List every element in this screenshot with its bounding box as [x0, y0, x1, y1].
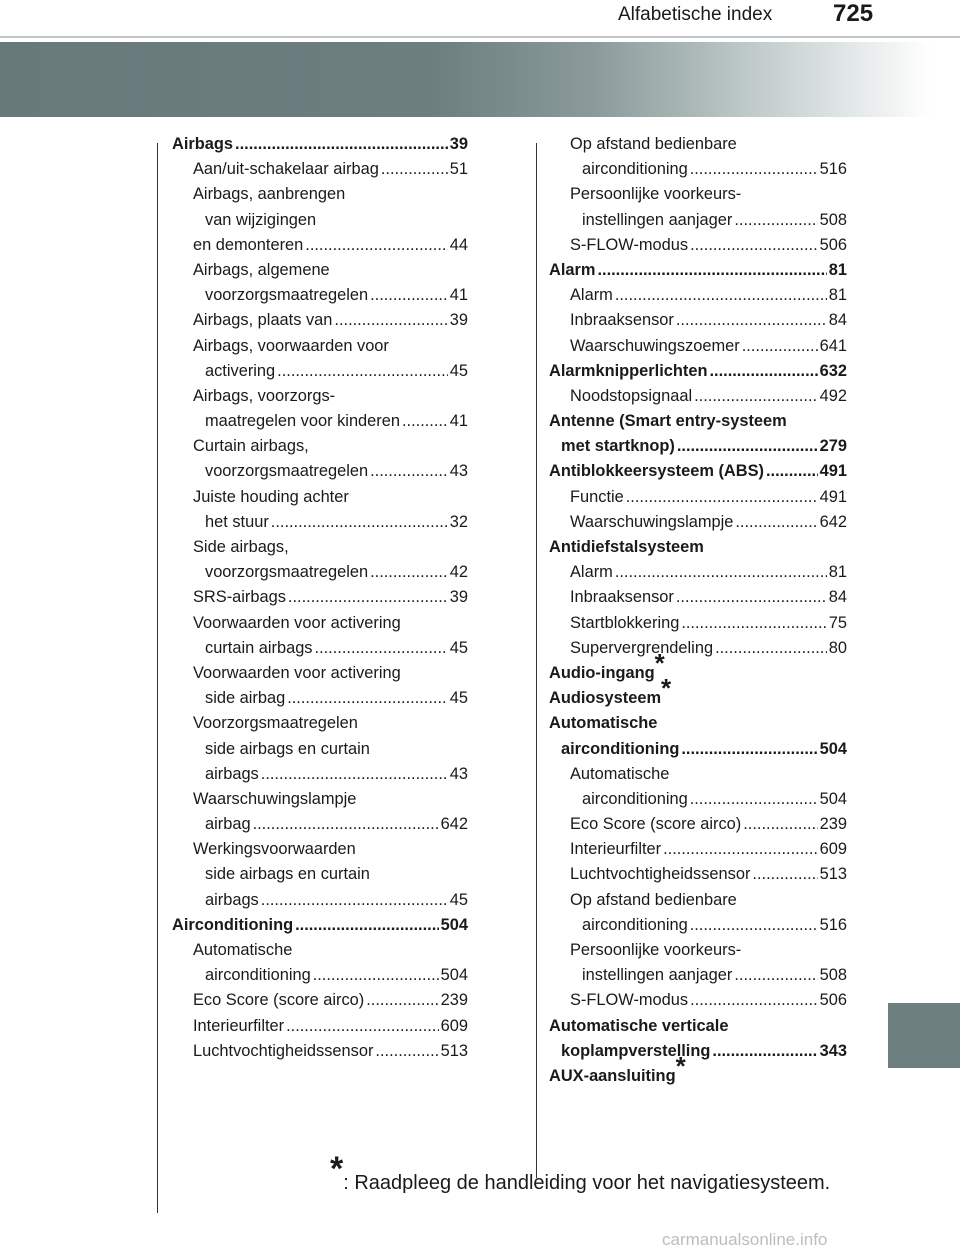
dot-leader: [261, 888, 448, 913]
index-entry-text: S-FLOW-modus: [570, 235, 689, 254]
index-entry-text: Startblokkering: [570, 613, 680, 632]
index-entry-text: Inbraaksensor: [570, 311, 674, 330]
dot-leader: [288, 585, 448, 610]
dot-leader: [271, 510, 448, 535]
dot-leader: [626, 485, 818, 510]
index-entry: [172, 258, 468, 283]
index-entry-text: Noodstopsignaal: [570, 386, 693, 405]
index-entry-text: maatregelen voor kinderen: [205, 412, 400, 431]
index-entry: [549, 485, 847, 510]
index-column-left: [172, 132, 468, 1064]
dot-leader: [381, 157, 448, 182]
index-entry: [172, 888, 468, 913]
header-banner: [0, 42, 960, 117]
index-entry-text: voorzorgsmaatregelen: [205, 563, 369, 582]
dot-leader: [676, 308, 827, 333]
index-entry-text: Aan/uit-schakelaar airbag: [193, 160, 379, 179]
index-entry-text: Automatische: [549, 714, 658, 733]
dot-leader: [370, 459, 448, 484]
dot-leader: [370, 283, 448, 308]
index-entry-page: 41: [449, 286, 468, 305]
dot-leader: [334, 308, 447, 333]
dot-leader: [681, 737, 817, 762]
index-entry-page: 508: [819, 966, 847, 985]
index-entry-text: Antenne (Smart entry-systeem: [549, 412, 787, 431]
index-entry-page: 81: [828, 563, 847, 582]
index-entry-page: 504: [440, 966, 468, 985]
index-entry-page: 506: [819, 991, 847, 1010]
dot-leader: [313, 963, 439, 988]
footnote-text: : Raadpleeg de handleiding voor het navigatiesysteem.: [343, 1172, 831, 1194]
index-entry: [172, 585, 468, 610]
index-entry: [549, 434, 847, 459]
index-entry-text: Werkingsvoorwaarden: [193, 840, 356, 859]
index-entry-text: side airbags en curtain: [205, 865, 370, 884]
index-entry: Audiosysteem *: [549, 686, 847, 711]
index-entry-page: 81: [828, 260, 847, 279]
column-divider: [536, 143, 537, 1178]
section-thumb-tab: [888, 1003, 960, 1068]
index-entry-text: Inbraaksensor: [570, 588, 674, 607]
page-number: 725: [833, 0, 874, 27]
index-entry: [172, 1039, 468, 1064]
index-entry-text: Eco Score (score airco): [570, 815, 742, 834]
dot-leader: [370, 560, 448, 585]
index-entry-text: en demonteren: [193, 235, 304, 254]
dot-leader: [663, 837, 818, 862]
index-entry: AUX-aansluiting *: [549, 1064, 847, 1089]
index-entry-text: voorzorgsmaatregelen: [205, 286, 369, 305]
index-entry-page: 609: [440, 1016, 468, 1035]
index-entry: [549, 787, 847, 812]
index-entry-text: Voorwaarden voor activering: [193, 663, 401, 682]
index-entry: [172, 762, 468, 787]
index-entry-page: 42: [449, 563, 468, 582]
index-entry-text: Voorwaarden voor activering: [193, 613, 401, 632]
index-entry: [549, 535, 847, 560]
index-entry-text: Airconditioning: [172, 915, 294, 934]
index-entry: [172, 182, 468, 207]
index-entry-text: AUX-aansluiting: [549, 1066, 676, 1085]
index-entry-text: Waarschuwingszoemer: [570, 336, 740, 355]
index-entry-text: voorzorgsmaatregelen: [205, 462, 369, 481]
index-entry: [549, 334, 847, 359]
index-entry: [172, 913, 468, 938]
dot-leader: [694, 384, 818, 409]
index-entry-text: Alarm: [549, 260, 596, 279]
index-entry: [549, 636, 847, 661]
index-entry-page: 491: [819, 487, 847, 506]
index-entry-text: airbags: [205, 764, 259, 783]
dot-leader: [615, 560, 827, 585]
index-entry-text: Airbags, algemene: [193, 260, 330, 279]
index-entry-text: Airbags, plaats van: [193, 311, 333, 330]
index-entry: [549, 258, 847, 283]
index-entry: [549, 611, 847, 636]
index-entry: [549, 132, 847, 157]
dot-leader: [712, 1039, 817, 1064]
index-entry-page: 41: [449, 412, 468, 431]
index-entry: [172, 636, 468, 661]
index-entry-page: 492: [819, 386, 847, 405]
index-entry: [549, 359, 847, 384]
index-entry-page: 39: [449, 311, 468, 330]
left-column-rule: [157, 143, 158, 1213]
dot-leader: [709, 359, 817, 384]
index-entry-text: Alarmknipperlichten: [549, 361, 708, 380]
index-entry-page: 504: [440, 915, 468, 934]
index-entry: [172, 334, 468, 359]
index-entry: [172, 132, 468, 157]
index-entry-text: airbags: [205, 890, 259, 909]
index-entry-text: met startknop): [561, 437, 675, 456]
index-entry: [549, 888, 847, 913]
index-entry-text: Airbags: [172, 135, 234, 153]
dot-leader: [743, 812, 817, 837]
index-entry-page: 632: [819, 361, 847, 380]
index-entry-page: 81: [828, 286, 847, 305]
index-entry-text: Automatische: [193, 941, 293, 959]
index-entry: [549, 384, 847, 409]
index-entry-text: airconditioning: [205, 966, 311, 985]
index-entry: Audio-ingang *: [549, 661, 847, 686]
index-entry-text: Persoonlijke voorkeurs-: [570, 185, 742, 204]
index-entry-page: 642: [819, 512, 847, 531]
index-entry-page: 45: [449, 890, 468, 909]
index-entry-page: 343: [819, 1041, 847, 1060]
index-entry-text: SRS-airbags: [193, 588, 286, 607]
index-entry-text: Eco Score (score airco): [193, 991, 365, 1010]
index-entry: [549, 963, 847, 988]
index-entry: [172, 208, 468, 233]
index-entry: [549, 812, 847, 837]
index-entry-text: Op afstand bedienbare: [570, 890, 737, 909]
index-entry-page: 45: [449, 689, 468, 708]
index-entry: [549, 560, 847, 585]
dot-leader: [402, 409, 448, 434]
dot-leader: [287, 686, 448, 711]
index-entry-page: 43: [449, 462, 468, 481]
index-entry: [172, 233, 468, 258]
dot-leader: [766, 459, 818, 484]
index-entry: [549, 208, 847, 233]
index-entry-text: Airbags, voorwaarden voor: [193, 336, 389, 355]
index-entry-page: 45: [449, 638, 468, 657]
index-entry-text: Side airbags,: [193, 538, 289, 556]
index-entry-text: Audio-ingang: [549, 663, 655, 682]
dot-leader: [295, 913, 439, 938]
index-entry: [549, 182, 847, 207]
index-entry: [172, 938, 468, 963]
index-entry-page: 45: [449, 361, 468, 380]
index-entry-page: 51: [449, 160, 468, 179]
page-header: [0, 0, 960, 34]
index-entry: [172, 611, 468, 636]
index-entry: [549, 1014, 847, 1039]
index-entry-text: Airbags, voorzorgs-: [193, 386, 336, 405]
dot-leader: [375, 1039, 438, 1064]
dot-leader: [735, 510, 817, 535]
index-entry-text: Antidiefstalsysteem: [549, 538, 704, 556]
dot-leader: [315, 636, 448, 661]
index-entry: [172, 359, 468, 384]
dot-leader: [690, 157, 818, 182]
dot-leader: [690, 233, 818, 258]
index-entry-page: 80: [828, 638, 847, 657]
index-entry-page: 491: [819, 462, 847, 481]
index-entry-text: Luchtvochtigheidssensor: [570, 865, 751, 884]
index-entry-text: Automatische: [570, 764, 670, 783]
dot-leader: [366, 988, 438, 1013]
dot-leader: [734, 963, 817, 988]
index-entry: [549, 1039, 847, 1064]
index-entry-page: 508: [819, 210, 847, 229]
index-entry: [172, 988, 468, 1013]
index-entry-page: 506: [819, 235, 847, 254]
index-entry-text: van wijzigingen: [205, 210, 317, 229]
index-entry-text: Functie: [570, 487, 624, 506]
index-entry-text: Luchtvochtigheidssensor: [193, 1041, 374, 1060]
index-entry-page: 75: [828, 613, 847, 632]
index-entry-text: Alarm: [570, 286, 613, 305]
dot-leader: [261, 762, 448, 787]
dot-leader: [752, 862, 817, 887]
index-entry-text: side airbags en curtain: [205, 739, 370, 758]
index-entry: [549, 585, 847, 610]
watermark: carmanualsonline.info: [662, 1230, 828, 1249]
index-entry-text: instellingen aanjager: [582, 966, 733, 985]
index-entry-text: airconditioning: [582, 160, 688, 179]
index-entry-text: Curtain airbags,: [193, 437, 309, 456]
index-entry-page: 513: [819, 865, 847, 884]
index-entry-page: 84: [828, 311, 847, 330]
index-entry-page: 641: [819, 336, 847, 355]
index-entry-page: 504: [819, 789, 847, 808]
index-entry: [172, 737, 468, 762]
index-entry-text: Waarschuwingslampje: [570, 512, 734, 531]
dot-leader: [253, 812, 439, 837]
index-entry-text: Audiosysteem: [549, 689, 662, 708]
index-entry-page: 504: [819, 739, 847, 758]
index-entry: [549, 510, 847, 535]
index-column-right: [549, 132, 847, 1089]
index-entry-page: 516: [819, 915, 847, 934]
footnote: [330, 1150, 831, 1195]
index-entry: [172, 308, 468, 333]
index-entry-text: Juiste houding achter: [193, 487, 349, 506]
dot-leader: [734, 208, 817, 233]
dot-leader: [305, 233, 448, 258]
index-entry: [549, 762, 847, 787]
index-entry: [549, 233, 847, 258]
index-entry: [549, 308, 847, 333]
index-entry-text: curtain airbags: [205, 638, 313, 657]
index-entry: [172, 459, 468, 484]
index-entry-text: S-FLOW-modus: [570, 991, 689, 1010]
dot-leader: [676, 585, 827, 610]
dot-leader: [277, 359, 448, 384]
index-entry: [549, 988, 847, 1013]
header-divider: [0, 36, 960, 38]
index-entry-page: 44: [449, 235, 468, 254]
index-entry-page: 39: [449, 135, 468, 153]
dot-leader: [615, 283, 827, 308]
index-entry: [172, 711, 468, 736]
index-entry: [549, 459, 847, 484]
index-entry-text: Airbags, aanbrengen: [193, 185, 346, 204]
index-entry-page: 84: [828, 588, 847, 607]
dot-leader: [690, 913, 818, 938]
index-entry: [172, 384, 468, 409]
index-entry-text: het stuur: [205, 512, 269, 531]
index-entry: [172, 434, 468, 459]
index-entry-page: 279: [819, 437, 847, 456]
index-entry-text: Op afstand bedienbare: [570, 135, 737, 153]
dot-leader: [690, 787, 818, 812]
dot-leader: [235, 132, 448, 157]
index-entry: [549, 862, 847, 887]
index-entry-text: Alarm: [570, 563, 613, 582]
dot-leader: [677, 434, 818, 459]
dot-leader: [715, 636, 827, 661]
index-entry: [549, 737, 847, 762]
index-entry-text: koplampverstelling: [561, 1041, 711, 1060]
index-entry-page: 609: [819, 840, 847, 859]
index-entry: [172, 862, 468, 887]
index-entry: [549, 837, 847, 862]
index-entry-text: airconditioning: [582, 915, 688, 934]
dot-leader: [742, 334, 818, 359]
index-entry: [549, 283, 847, 308]
index-entry-text: Antiblokkeersysteem (ABS): [549, 462, 764, 481]
index-entry: [172, 409, 468, 434]
index-entry-text: airconditioning: [561, 739, 680, 758]
index-entry: [172, 1014, 468, 1039]
index-entry-text: activering: [205, 361, 276, 380]
index-entry-text: airconditioning: [582, 789, 688, 808]
index-entry: [549, 913, 847, 938]
dot-leader: [286, 1014, 439, 1039]
index-entry-text: Persoonlijke voorkeurs-: [570, 941, 742, 959]
index-entry-text: Interieurfilter: [570, 840, 662, 859]
index-entry: [172, 812, 468, 837]
index-entry: [549, 157, 847, 182]
index-entry-text: Automatische verticale: [549, 1016, 729, 1035]
index-entry-text: airbag: [205, 815, 251, 834]
index-entry: [549, 938, 847, 963]
index-entry-page: 513: [440, 1041, 468, 1060]
index-entry-text: Waarschuwingslampje: [193, 789, 357, 808]
index-entry: [549, 409, 847, 434]
index-entry-text: Voorzorgsmaatregelen: [193, 714, 358, 733]
dot-leader: [597, 258, 826, 283]
header-title: Alfabetische index: [618, 4, 773, 25]
index-entry: [172, 157, 468, 182]
index-entry-page: 239: [440, 991, 468, 1010]
dot-leader: [681, 611, 826, 636]
index-entry: [172, 787, 468, 812]
index-entry: [172, 661, 468, 686]
footnote-star: *: [330, 1150, 344, 1188]
index-entry-page: 32: [449, 512, 468, 531]
index-entry: [172, 963, 468, 988]
index-entry: [172, 510, 468, 535]
index-entry: [172, 686, 468, 711]
index-entry-page: 239: [819, 815, 847, 834]
index-entry: [172, 485, 468, 510]
index-entry: [172, 837, 468, 862]
index-entry: [172, 535, 468, 560]
index-entry-page: 43: [449, 764, 468, 783]
index-entry-page: 516: [819, 160, 847, 179]
index-entry-page: 642: [440, 815, 468, 834]
dot-leader: [690, 988, 818, 1013]
index-entry: [172, 283, 468, 308]
index-entry-page: 39: [449, 588, 468, 607]
index-entry-text: side airbag: [205, 689, 286, 708]
index-entry-text: Supervergrendeling: [570, 638, 714, 657]
index-entry: [549, 711, 847, 736]
index-entry-text: Interieurfilter: [193, 1016, 285, 1035]
index-entry-text: instellingen aanjager: [582, 210, 733, 229]
index-entry: [172, 560, 468, 585]
